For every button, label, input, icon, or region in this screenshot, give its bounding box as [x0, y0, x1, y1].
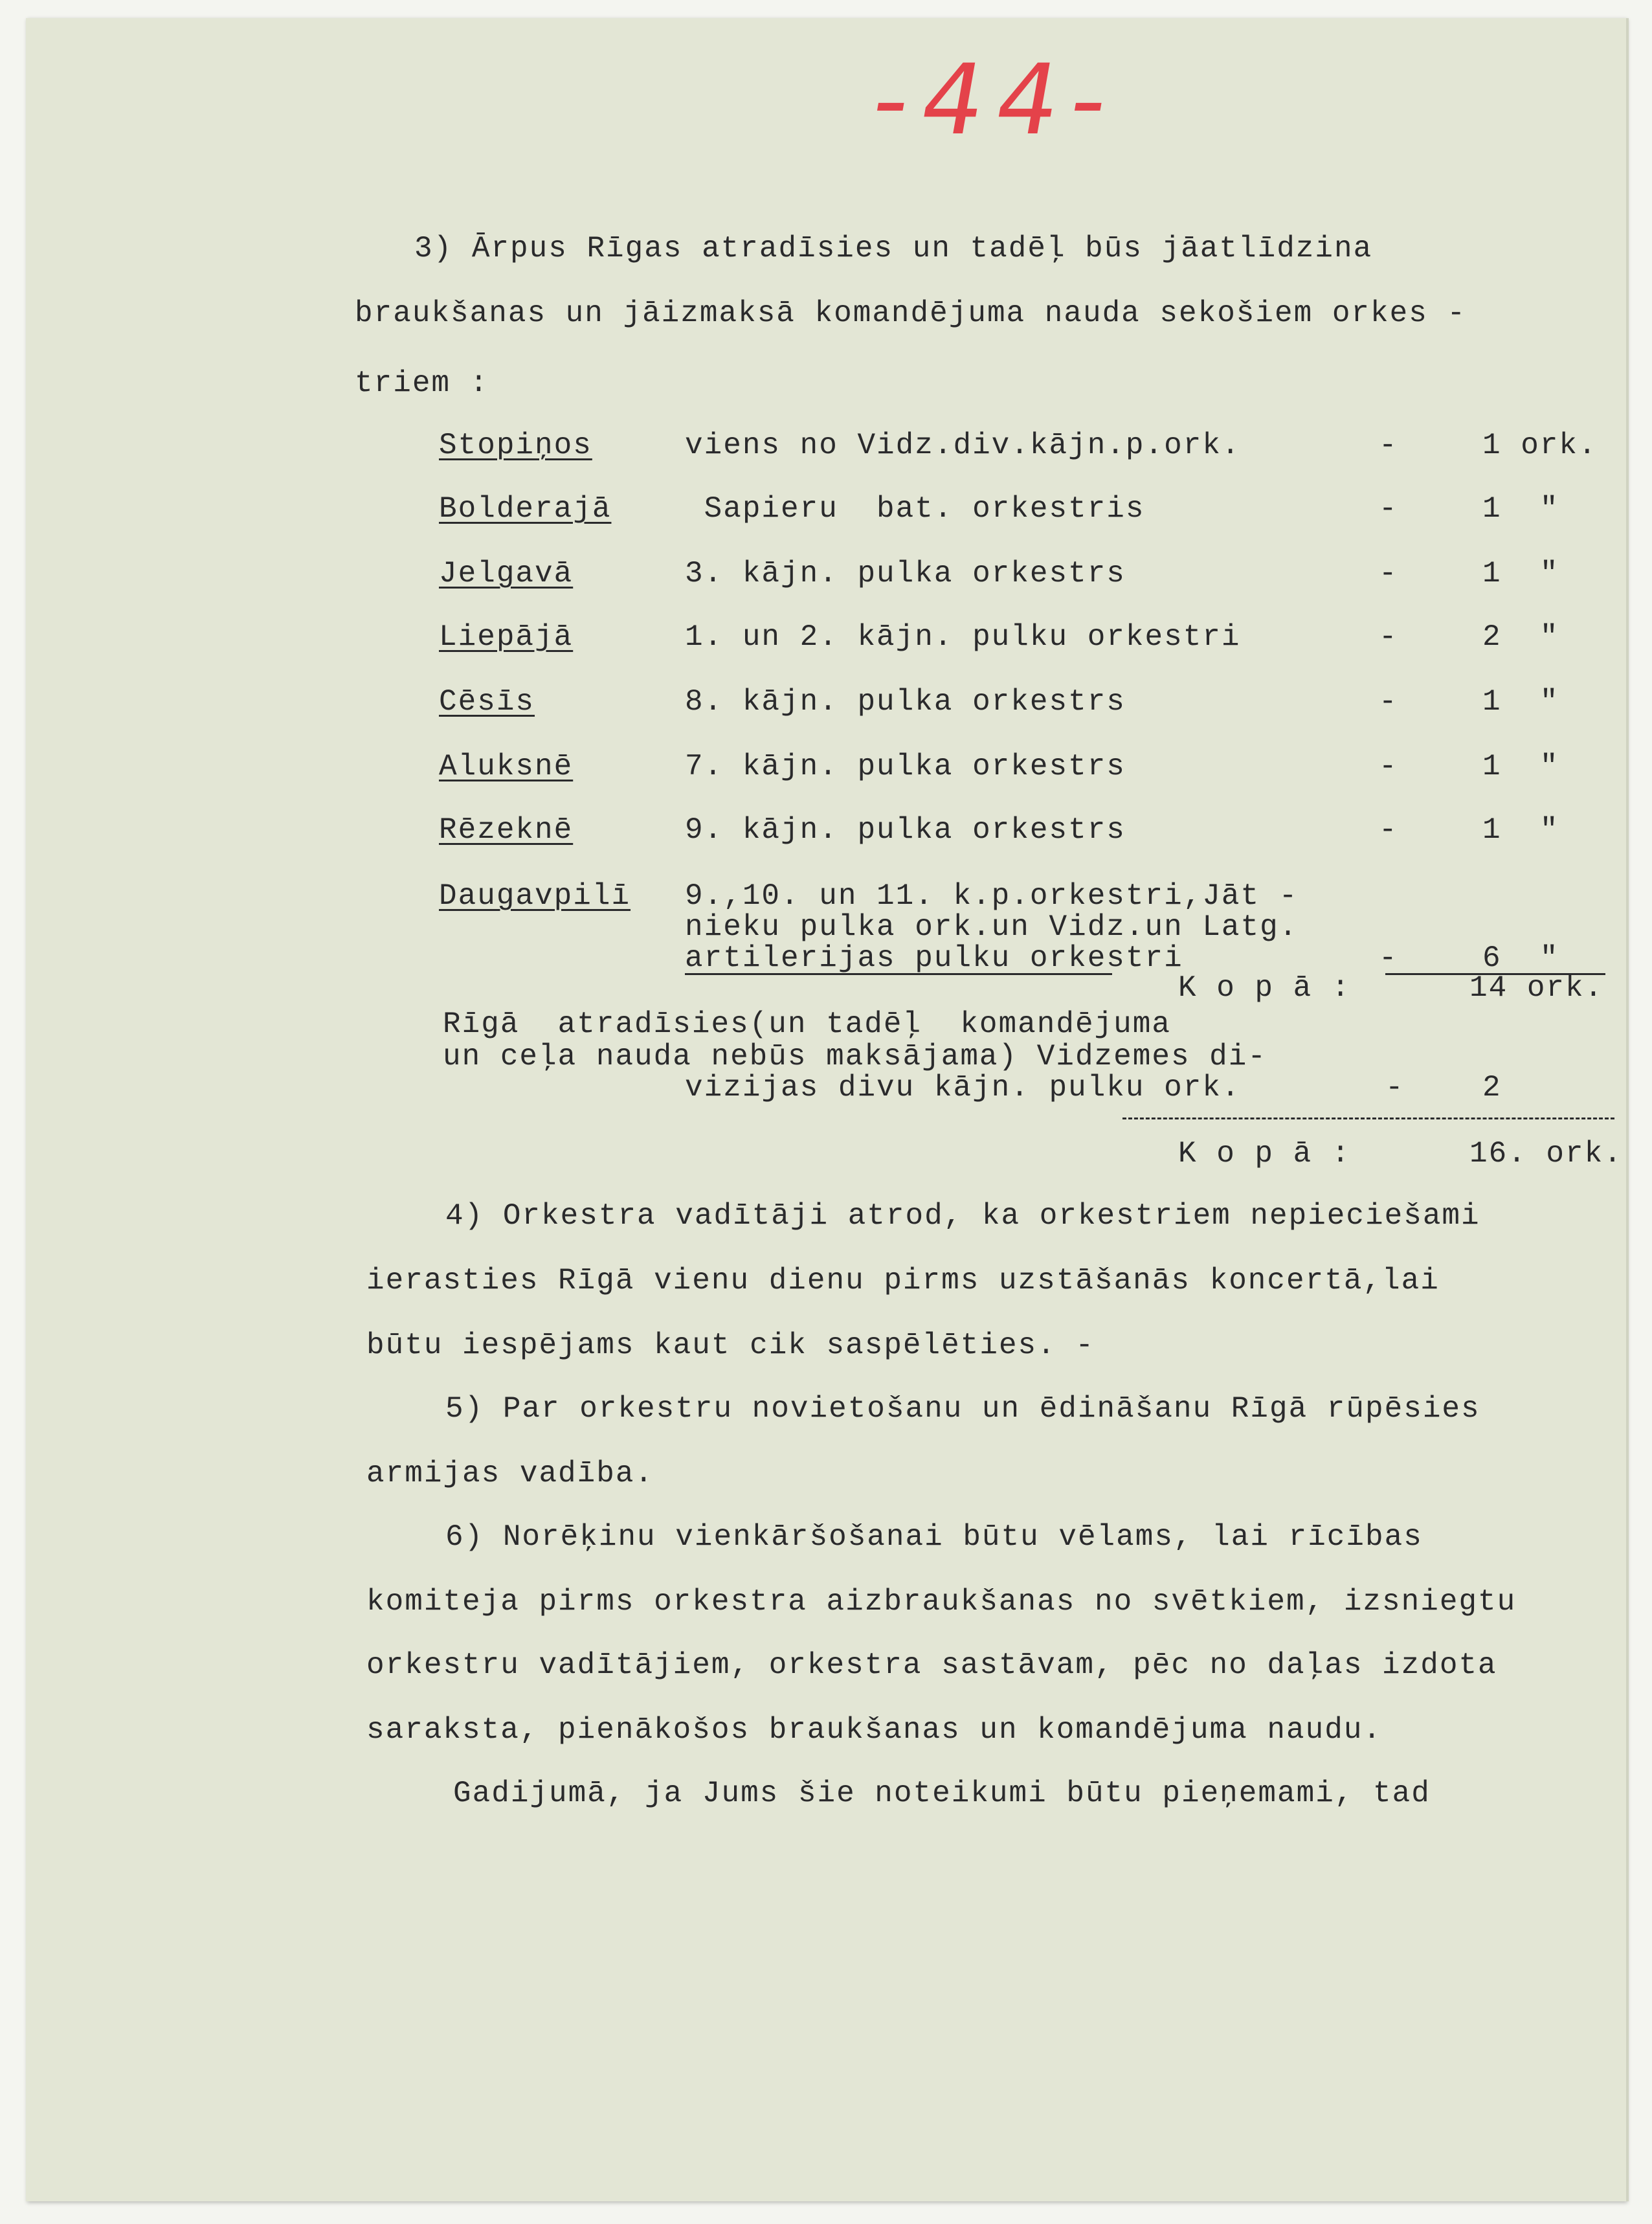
- row-place: Cēsīs: [439, 685, 535, 719]
- row-desc: 8. kājn. pulka orkestrs: [685, 685, 1126, 719]
- para4-line-2: ierasties Rīgā vienu dienu pirms uzstāšanās koncertā,lai: [366, 1264, 1440, 1297]
- row-desc: 1. un 2. kājn. pulku orkestri: [685, 620, 1241, 654]
- row-count: 1 ": [1482, 813, 1559, 847]
- row-dash: -: [1379, 941, 1398, 975]
- paper-sheet: [26, 18, 1626, 2201]
- row-place: Daugavpilī: [439, 879, 631, 913]
- riga-line-2: un ceļa nauda nebūs maksājama) Vidzemes di-: [443, 1040, 1267, 1073]
- page-number: -44-: [864, 44, 1130, 157]
- row-place: Bolderajā: [439, 492, 612, 526]
- closing-line: Gadijumā, ja Jums šie noteikumi būtu pieņemami, tad: [453, 1777, 1431, 1810]
- row-place: Liepājā: [439, 620, 574, 654]
- row-count: 1 ork.: [1482, 429, 1598, 462]
- row-count: 6 ": [1482, 941, 1559, 975]
- row-place: Aluksnē: [439, 750, 574, 783]
- paper-edge: [1626, 18, 1629, 2201]
- subtotal-label: K o p ā :: [1178, 971, 1351, 1005]
- para4-line-1: 4) Orkestra vadītāji atrod, ka orkestriem nepieciešami: [445, 1199, 1480, 1233]
- row-place: Stopiņos: [439, 429, 592, 462]
- row-desc-line: 9.,10. un 11. k.p.orkestri,Jāt -: [685, 879, 1299, 913]
- para6-line-4: saraksta, pienākošos braukšanas un komandējuma naudu.: [366, 1713, 1383, 1747]
- row-desc: 3. kājn. pulka orkestrs: [685, 557, 1126, 590]
- total-label: K o p ā :: [1178, 1137, 1351, 1171]
- row-place: Jelgavā: [439, 557, 574, 590]
- para5-line-1: 5) Par orkestru novietošanu un ēdināšanu Rīgā rūpēsies: [445, 1392, 1480, 1426]
- riga-count: 2: [1482, 1071, 1502, 1105]
- subtotal-value: 14 ork.: [1469, 971, 1604, 1005]
- para5-line-2: armijas vadība.: [366, 1457, 654, 1490]
- row-dash: -: [1379, 620, 1398, 654]
- para4-line-3: būtu iespējams kaut cik saspēlēties. -: [366, 1329, 1095, 1362]
- row-desc: 9. kājn. pulka orkestrs: [685, 813, 1126, 847]
- underline-rule: [685, 973, 1112, 975]
- section3-line-1: 3) Ārpus Rīgas atradīsies un tadēļ būs jāatlīdzina: [414, 232, 1373, 265]
- row-count: 1 ": [1482, 750, 1559, 783]
- row-desc-line: artilerijas pulku orkestri: [685, 941, 1183, 975]
- row-count: 2 ": [1482, 620, 1559, 654]
- para6-line-3: orkestru vadītājiem, orkestra sastāvam, pēc no daļas izdota: [366, 1648, 1497, 1682]
- row-dash: -: [1379, 685, 1398, 719]
- riga-dash: -: [1385, 1071, 1405, 1105]
- row-desc: 7. kājn. pulka orkestrs: [685, 750, 1126, 783]
- riga-line-1: Rīgā atradīsies(un tadēļ komandējuma: [443, 1007, 1171, 1041]
- riga-line-3: vizijas divu kājn. pulku ork.: [685, 1071, 1241, 1105]
- row-dash: -: [1379, 429, 1398, 462]
- total-dashed-rule: [1122, 1118, 1614, 1119]
- row-dash: -: [1379, 750, 1398, 783]
- row-desc: Sapieru bat. orkestris: [685, 492, 1145, 526]
- row-count: 1 ": [1482, 685, 1559, 719]
- row-dash: -: [1379, 492, 1398, 526]
- row-count: 1 ": [1482, 557, 1559, 590]
- row-desc-line: nieku pulka ork.un Vidz.un Latg.: [685, 910, 1299, 944]
- row-desc: viens no Vidz.div.kājn.p.ork.: [685, 429, 1241, 462]
- section3-line-2: braukšanas un jāizmaksā komandējuma nauda sekošiem orkes -: [355, 297, 1467, 330]
- row-count: 1 ": [1482, 492, 1559, 526]
- row-place: Rēzeknē: [439, 813, 574, 847]
- section3-line-3: triem :: [355, 366, 489, 400]
- row-dash: -: [1379, 813, 1398, 847]
- para6-line-2: komiteja pirms orkestra aizbraukšanas no svētkiem, izsniegtu: [366, 1585, 1517, 1619]
- para6-line-1: 6) Norēķinu vienkāršošanai būtu vēlams, lai rīcības: [445, 1520, 1423, 1554]
- row-dash: -: [1379, 557, 1398, 590]
- total-value: 16. ork.: [1469, 1137, 1623, 1171]
